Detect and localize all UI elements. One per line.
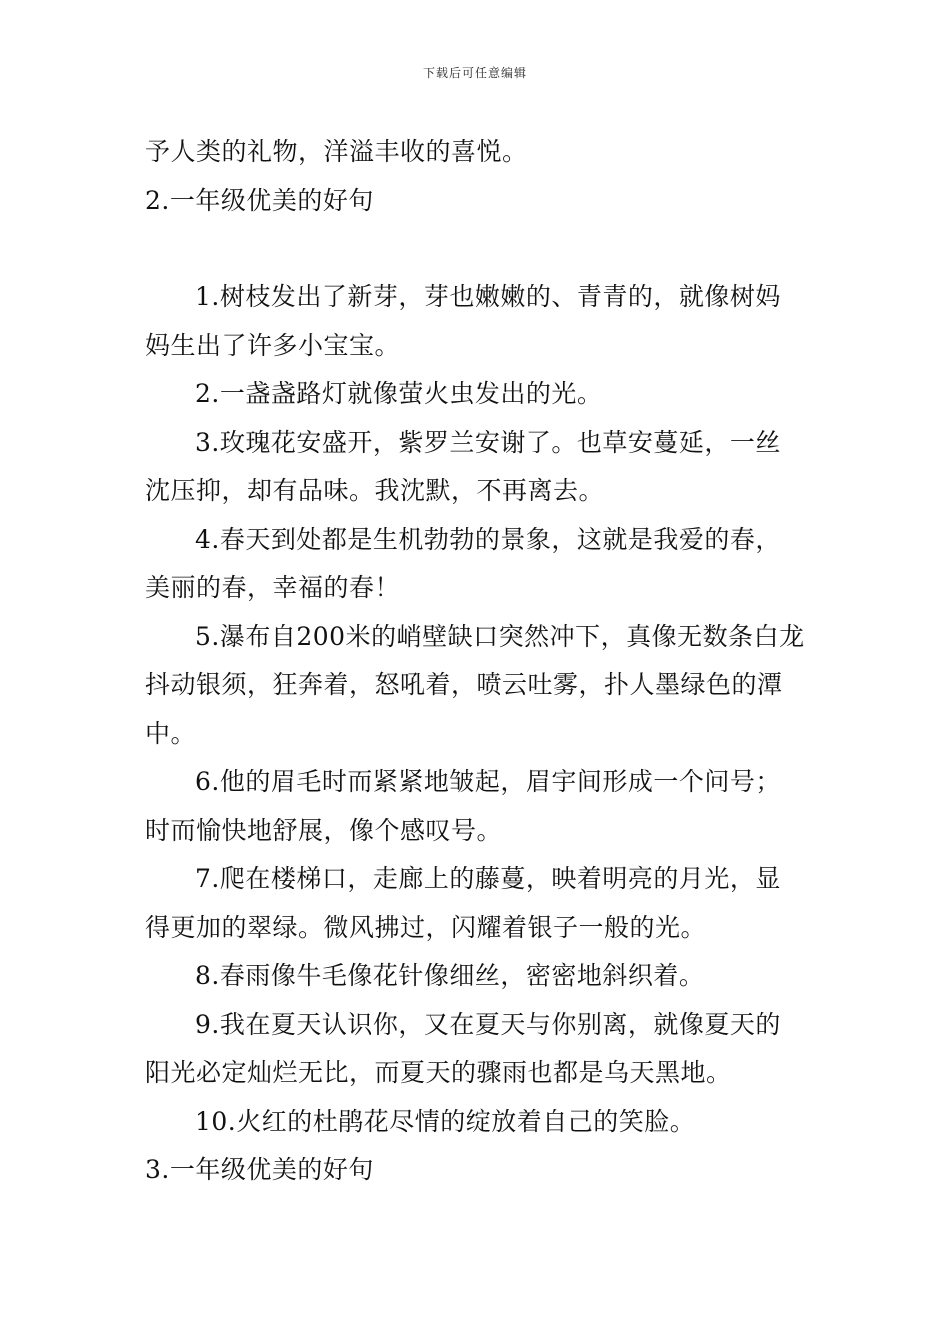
list-item: 9.我在夏天认识你，又在夏天与你别离，就像夏天的 <box>195 1009 781 1039</box>
list-item: 3.玫瑰花安盛开，紫罗兰安谢了。也草安蔓延，一丝 <box>195 427 781 457</box>
text-line: 得更加的翠绿。微风拂过，闪耀着银子一般的光。 <box>145 912 707 942</box>
list-item: 5.瀑布自200米的峭壁缺口突然冲下，真像无数条白龙 <box>195 621 805 651</box>
list-item: 4.春天到处都是生机勃勃的景象，这就是我爱的春， <box>195 524 781 554</box>
list-item: 1.树枝发出了新芽，芽也嫩嫩的、青青的，就像树妈 <box>195 282 781 311</box>
text-line: 阳光必定灿烂无比，而夏天的骤雨也都是乌天黑地。 <box>145 1058 732 1087</box>
text-line: 美丽的春，幸福的春！ <box>145 573 401 602</box>
page-header: 下载后可任意编辑 <box>422 66 527 80</box>
text-line: 沈压抑，却有品味。我沈默，不再离去。 <box>145 476 605 505</box>
document-body <box>145 128 810 1195</box>
list-item: 6.他的眉毛时而紧紧地皱起，眉宇间形成一个问号； <box>195 767 781 796</box>
blank-gap <box>145 225 810 273</box>
list-item: 8.春雨像牛毛像花针像细丝，密密地斜织着。 <box>195 961 705 990</box>
text-line: 抖动银须，狂奔着，怒吼着，喷云吐雾，扑人墨绿色的潭 <box>145 670 783 699</box>
text-line: 时而愉快地舒展，像个感叹号。 <box>145 815 503 845</box>
section-heading: 3.一年级优美的好句 <box>145 1155 374 1184</box>
list-item: 10.火红的杜鹃花尽情的绽放着自己的笑脸。 <box>195 1106 696 1136</box>
list-item: 2.一盏盏路灯就像萤火虫发出的光。 <box>195 379 603 408</box>
section-heading: 2.一年级优美的好句 <box>145 185 374 215</box>
text-line: 予人类的礼物，洋溢丰收的喜悦。 <box>145 137 528 166</box>
list-item: 7.爬在楼梯口，走廊上的藤蔓，映着明亮的月光，显 <box>195 864 781 893</box>
text-line: 中。 <box>145 718 197 748</box>
text-line: 妈生出了许多小宝宝。 <box>145 330 401 360</box>
